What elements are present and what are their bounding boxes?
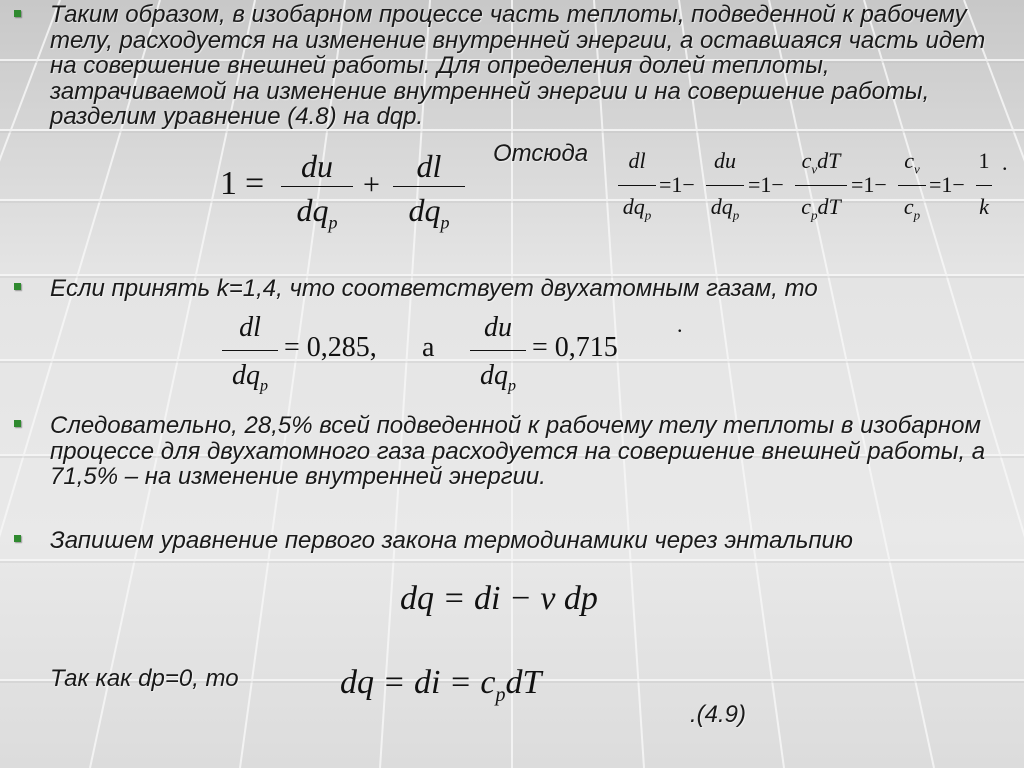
eq1-num2: dl (416, 148, 442, 184)
eq3-fraction-du: du $dq_p$ (470, 312, 526, 402)
eq1-one: 1 (220, 165, 237, 202)
label-otsyuda: Отсюда (493, 140, 589, 167)
eq1-den1: $dq_p$ (296, 192, 338, 233)
fraction-bar (470, 350, 526, 351)
paragraph-conclusion: Следовательно, 28,5% всей подведенной к рабочему телу теплоты в изобарном процессе для двухатомного газа расходуется на совершение внешней работы, а 71,5% – на изменение внутренней энергии. (50, 412, 986, 491)
paragraph-k-value: Если принять k=1,4, что соответствует двухатомным газам, то (50, 275, 818, 302)
fraction-bar (898, 185, 926, 186)
paragraph-enthalpy: Запишем уравнение первого закона термодинамики через энтальпию (50, 527, 853, 554)
eq2-fraction-dl: dl $dq_p$ (618, 148, 656, 238)
fraction-bar (222, 350, 278, 351)
fraction-bar (976, 185, 992, 186)
eq2-op: =1− (748, 172, 784, 197)
fraction-bar (281, 186, 353, 187)
equation-number: .(4.9) (690, 701, 747, 728)
eq1-fraction-du (281, 148, 353, 238)
equation-work-fraction (618, 148, 1018, 238)
eq3-value-2: = 0,715 (532, 332, 618, 363)
paragraph-dp-zero: Так как dp=0, то (50, 665, 239, 692)
equation-first-law-enthalpy: dq = di − v dp (400, 580, 598, 617)
eq1-equals: = (245, 165, 265, 202)
eq2-fraction-cv-cp: $c_v$ $c_p$ (898, 148, 926, 238)
equation-isobaric-heat: dq = di = $c_pdT$ (340, 664, 542, 706)
eq1-plus: + (363, 168, 380, 201)
equation-energy-balance (215, 148, 475, 238)
bullet-marker (14, 10, 21, 17)
eq2-op: =1− (929, 172, 965, 197)
fraction-bar (706, 185, 744, 186)
bullet-marker (14, 420, 21, 427)
bullet-marker (14, 535, 21, 542)
fraction-bar (393, 186, 465, 187)
eq3-fraction-dl: dl $dq_p$ (222, 312, 278, 402)
bullet-marker (14, 283, 21, 290)
equation-fractions-values (222, 312, 692, 402)
eq2-fraction-du: du $dq_p$ (706, 148, 744, 238)
paragraph-intro: Таким образом, в изобарном процессе часть теплоты, подведенной к рабочему телу, расходуется на изменение внутренней энергии, а оставшаяся часть идет на совершение внешней работы. Для определения долей теплоты, затрачиваемой на изменение внутренней энергии и на совершение работы, разделим уравнение (4.8) на dqp. (50, 1, 986, 131)
eq3-dot: . (677, 312, 683, 337)
eq3-value-1: = 0,285, (284, 332, 377, 363)
fraction-bar (795, 185, 847, 186)
eq1-den2: $dq_p$ (408, 192, 450, 233)
fraction-bar (618, 185, 656, 186)
eq2-fraction-cv-cp-dt: $c_vdT$ $c_pdT$ (795, 148, 847, 238)
eq3-conjunction: а (422, 332, 435, 363)
eq2-dot: . (1002, 150, 1008, 175)
eq2-fraction-1-k: 1 k (976, 148, 992, 238)
eq1-fraction-dl (393, 148, 465, 238)
eq2-op: =1− (851, 172, 887, 197)
eq2-op: =1− (659, 172, 695, 197)
eq1-num1: du (301, 148, 333, 184)
